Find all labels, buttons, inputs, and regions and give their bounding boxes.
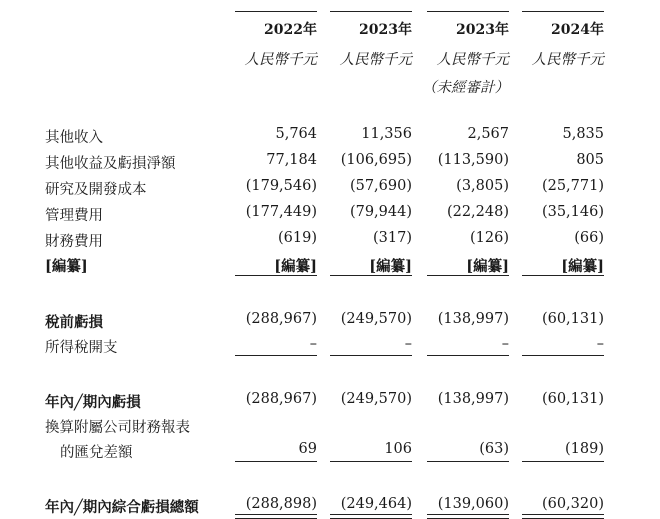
cell-value: 106: [384, 441, 412, 457]
cell-value: (288,898): [245, 496, 317, 512]
row-label-redacted: [編纂]: [45, 258, 88, 275]
column-unit: 人民幣千元: [339, 52, 412, 68]
cell-value: (179,546): [245, 178, 317, 194]
cell-value: (22,248): [446, 204, 509, 220]
row-label-admin-expenses: 管理費用: [45, 208, 103, 224]
cell-value: (113,590): [437, 152, 509, 168]
cell-value: (317): [373, 230, 412, 246]
subtotal-rule: [330, 275, 412, 276]
cell-value: –: [404, 336, 412, 352]
total-double-rule: [235, 514, 317, 519]
row-label-finance-costs: 財務費用: [45, 234, 103, 250]
subtotal-rule: [522, 275, 604, 276]
cell-value: (138,997): [437, 311, 509, 327]
column-year: 2023年: [456, 22, 509, 38]
row-label-other-gains-losses: 其他收益及虧損淨額: [45, 156, 176, 172]
row-label-fx-translation-line2: 的匯兌差額: [60, 445, 133, 461]
cell-value: (189): [565, 441, 604, 457]
header-rule-col-1: [235, 11, 317, 12]
column-year: 2024年: [551, 22, 604, 38]
row-label-loss-for-period: 年內╱期內虧損: [45, 394, 141, 411]
header-rule-col-4: [522, 11, 604, 12]
row-label-rnd-costs: 研究及開發成本: [45, 182, 147, 198]
cell-value: 5,835: [562, 126, 604, 142]
cell-value: (126): [470, 230, 509, 246]
cell-value-redacted: [編纂]: [561, 258, 604, 275]
cell-value: –: [596, 336, 604, 352]
cell-value: (177,449): [245, 204, 317, 220]
cell-value-redacted: [編纂]: [274, 258, 317, 275]
cell-value: 11,356: [361, 126, 412, 142]
cell-value: (57,690): [349, 178, 412, 194]
cell-value: (249,464): [340, 496, 412, 512]
cell-value: (139,060): [437, 496, 509, 512]
subtotal-rule: [427, 355, 509, 356]
cell-value: (249,570): [340, 311, 412, 327]
cell-value: (60,131): [541, 311, 604, 327]
column-note-unaudited: （未經審計）: [422, 80, 509, 96]
cell-value-redacted: [編纂]: [466, 258, 509, 275]
subtotal-rule: [235, 461, 317, 462]
cell-value: (288,967): [245, 311, 317, 327]
cell-value: (3,805): [456, 178, 509, 194]
subtotal-rule: [235, 355, 317, 356]
header-rule-col-2: [330, 11, 412, 12]
cell-value: –: [501, 336, 509, 352]
cell-value: 5,764: [275, 126, 317, 142]
column-year: 2022年: [264, 22, 317, 38]
column-unit: 人民幣千元: [531, 52, 604, 68]
cell-value: (79,944): [349, 204, 412, 220]
header-rule-col-3: [427, 11, 509, 12]
row-label-other-income: 其他收入: [45, 130, 103, 146]
cell-value: (63): [479, 441, 509, 457]
subtotal-rule: [427, 461, 509, 462]
total-double-rule: [330, 514, 412, 519]
row-label-total-comprehensive-loss: 年內╱期內綜合虧損總額: [45, 499, 199, 516]
cell-value: 77,184: [266, 152, 317, 168]
cell-value: (60,131): [541, 391, 604, 407]
cell-value: (249,570): [340, 391, 412, 407]
column-unit: 人民幣千元: [436, 52, 509, 68]
total-double-rule: [522, 514, 604, 519]
row-label-loss-before-tax: 稅前虧損: [45, 314, 103, 331]
cell-value: 69: [298, 441, 317, 457]
cell-value: (288,967): [245, 391, 317, 407]
cell-value: –: [309, 336, 317, 352]
subtotal-rule: [235, 275, 317, 276]
subtotal-rule: [330, 355, 412, 356]
cell-value: 2,567: [467, 126, 509, 142]
total-double-rule: [427, 514, 509, 519]
subtotal-rule: [522, 461, 604, 462]
row-label-fx-translation-line1: 換算附屬公司財務報表: [45, 420, 190, 436]
cell-value: 805: [576, 152, 604, 168]
cell-value: (25,771): [541, 178, 604, 194]
subtotal-rule: [522, 355, 604, 356]
cell-value: (619): [278, 230, 317, 246]
cell-value: (106,695): [340, 152, 412, 168]
cell-value: (66): [574, 230, 604, 246]
cell-value: (60,320): [541, 496, 604, 512]
column-unit: 人民幣千元: [244, 52, 317, 68]
row-label-income-tax: 所得稅開支: [45, 340, 118, 356]
column-year: 2023年: [359, 22, 412, 38]
cell-value: (138,997): [437, 391, 509, 407]
cell-value: (35,146): [541, 204, 604, 220]
subtotal-rule: [427, 275, 509, 276]
cell-value-redacted: [編纂]: [369, 258, 412, 275]
subtotal-rule: [330, 461, 412, 462]
